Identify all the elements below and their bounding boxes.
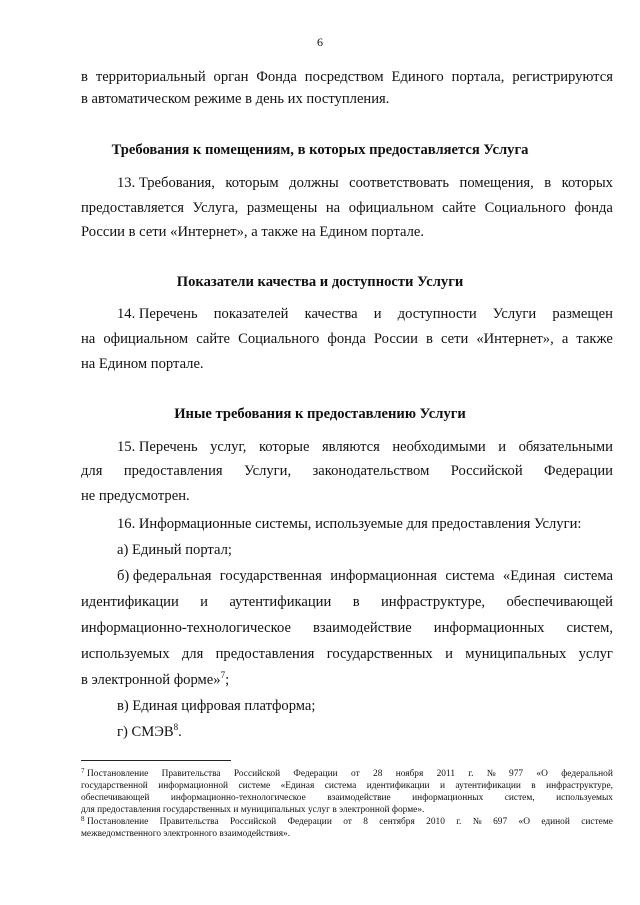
footnote-7-line-1-word: ноября — [395, 769, 424, 779]
footnote-8-line-1-word: г. — [456, 817, 462, 827]
p15-line-2 — [81, 462, 613, 480]
p13-line-1-word: 13. Требования, — [117, 175, 215, 191]
p15-line-2-word: Услуги, — [244, 463, 292, 479]
p13-line-2-word: фонда — [574, 200, 613, 216]
p16-item-b-line-2-word: в — [352, 594, 360, 610]
p16-item-b-line-3-word: взаимодействие — [312, 620, 412, 636]
p13-line-1-word: должны — [289, 175, 339, 191]
footnote-7-line-2-word: инфраструктуре, — [546, 781, 613, 791]
p16-item-b-text: в электронной форме» — [81, 672, 221, 688]
p13-line-3: России в сети «Интернет», а также на Едином портале. — [81, 224, 425, 240]
footnote-7-line-1-word: Российской — [233, 769, 281, 779]
footnote-7-line-2-word: система — [324, 781, 357, 791]
p14-line-1-word: показателей — [213, 306, 289, 322]
p16-item-b-line-4-word: и — [445, 646, 453, 662]
intro-line-1-word: в — [81, 69, 88, 85]
footnote-8-line-2: межведомственного электронного взаимодействия». — [81, 829, 291, 839]
intro-line-1-word: Единого — [391, 69, 444, 85]
p13-line-1 — [117, 174, 613, 192]
footnote-7-line-1-word: 28 — [373, 769, 383, 779]
p15-line-1-word: необходимыми — [392, 439, 486, 455]
p14-line-2-word: а — [561, 331, 569, 347]
intro-line-1-word: посредством — [304, 69, 384, 85]
footnote-7-line-2-word: аутентификации — [455, 781, 521, 791]
p15-line-1-word: обязательными — [518, 439, 613, 455]
p13-line-2-word: предоставляется — [81, 200, 184, 216]
p16-item-b-end: ; — [225, 672, 230, 688]
intro-line-1-word: территориальный — [95, 69, 206, 85]
p13-line-2-word: Социального — [484, 200, 566, 216]
p16-item-b-line-3-word: систем, — [566, 620, 613, 636]
footnote-separator — [81, 760, 231, 761]
section-heading-other: Иные требования к предоставлению Услуги — [174, 406, 466, 422]
p14-line-1-word: и — [373, 306, 382, 322]
p13-line-1-word: помещения, — [459, 175, 534, 191]
p15-line-2-word: законодательством — [312, 463, 430, 479]
page-number: 6 — [317, 35, 323, 49]
footnote-8-line-1-word: № — [472, 817, 482, 827]
p15-line-2-word: для — [81, 463, 103, 479]
footnote-8-line-1 — [81, 815, 613, 828]
p13-line-1-word: которых — [561, 175, 613, 191]
p14-line-3: на Едином портале. — [81, 356, 204, 372]
p16-item-b-line-4-word: для — [181, 646, 204, 662]
footnote-7-line-2-word: информационной — [158, 781, 229, 791]
footnote-7-line-1-word: от — [351, 769, 360, 779]
p16-item-b-line-4 — [81, 645, 613, 663]
footnote-8-mark: 8 — [81, 815, 85, 823]
footnote-7-line-1 — [81, 767, 613, 780]
footnote-7-line-1-word: 977 — [509, 769, 524, 779]
footnote-7-line-2 — [81, 781, 613, 792]
p16-item-b-line-4-word: используемых — [81, 646, 170, 662]
p16-item-b-line-4-word: муниципальных — [465, 646, 567, 662]
p13-line-2-word: сайте — [442, 200, 476, 216]
footnote-8-line-1-word: единой — [541, 817, 570, 827]
p16-item-b-line-1-word: б) федеральная — [117, 568, 212, 584]
p16-item-b-line-3-word: информационных — [433, 620, 545, 636]
p14-line-2-word: в — [425, 331, 433, 347]
p14-line-2-word: России — [373, 331, 418, 347]
footnote-ref-8: 8 — [173, 722, 179, 733]
footnote-7-line-2-word: в — [531, 781, 536, 791]
p13-line-2-word: размещены — [246, 200, 318, 216]
footnote-7-line-2-word: государственной — [81, 781, 148, 791]
p14-line-2-word: официальном — [103, 331, 189, 347]
p15-line-3: не предусмотрен. — [81, 488, 190, 504]
p16-item-b-line-2 — [81, 593, 613, 611]
p16-item-b-line-4-word: государственных — [326, 646, 433, 662]
p13-line-2-word: Услуга, — [192, 200, 239, 216]
footnote-7-line-1-word: «О — [536, 769, 548, 779]
p16-item-b-line-5 — [81, 671, 613, 689]
footnote-8-line-1-word: Постановление — [87, 817, 149, 827]
p16-item-b-line-4-word: услуг — [578, 646, 613, 662]
p14-line-1 — [117, 305, 613, 323]
p16-item-b-line-2-word: инфраструктуре, — [380, 594, 486, 610]
p14-line-2-word: Социального — [238, 331, 320, 347]
p14-line-1-word: размещен — [552, 306, 613, 322]
footnote-8-line-1-word: «О — [518, 817, 530, 827]
footnote-8-line-1-word: системе — [581, 817, 613, 827]
p15-line-1-word: которые — [258, 439, 310, 455]
intro-line-2: в автоматическом режиме в день их поступления. — [81, 91, 390, 107]
footnote-7-line-1-word: № — [486, 769, 496, 779]
footnote-8-line-1-word: Российской — [230, 817, 277, 827]
footnote-7-line-3-word: систем, — [504, 793, 535, 803]
p14-line-1-word: доступности — [397, 306, 477, 322]
footnote-7-line-3-word: используемых — [556, 793, 613, 803]
intro-line-1-word: орган — [213, 69, 249, 85]
p16-item-b-line-1 — [117, 567, 613, 585]
p16-item-b-line-2-word: и — [200, 594, 208, 610]
p14-line-1-word: 14. Перечень — [117, 306, 198, 322]
p15-line-1-word: 15. Перечень — [117, 439, 198, 455]
p14-line-2-word: фонда — [327, 331, 366, 347]
p14-line-2-word: «Интернет», — [476, 331, 554, 347]
p16-item-g-text: г) СМЭВ — [117, 724, 174, 740]
footnote-7-line-3-word: обеспечивающей — [81, 793, 150, 803]
p16-item-b-line-1-word: информационная — [330, 568, 437, 584]
p16-item-b-line-1-word: система — [563, 568, 613, 584]
footnote-7-line-2-word: «Единая — [280, 781, 315, 791]
p13-line-1-word: соответствовать — [349, 175, 450, 191]
p13-line-2 — [81, 199, 613, 217]
section-heading-quality: Показатели качества и доступности Услуги — [176, 274, 464, 290]
p15-line-2-word: Федерации — [544, 463, 613, 479]
p16-item-b-line-4-word: предоставления — [215, 646, 315, 662]
p14-line-1-word: Услуги — [492, 306, 537, 322]
footnote-7-line-1-word: Правительства — [161, 769, 221, 779]
p16-intro: 16. Информационные системы, используемые для предоставления Услуги: — [117, 516, 582, 532]
footnote-7-line-1-word: Постановление — [87, 769, 149, 779]
p14-line-1-word: качества — [304, 306, 358, 322]
p14-line-2-word: также — [576, 331, 613, 347]
section-heading-premises: Требования к помещениям, в которых предоставляется Услуга — [111, 142, 529, 158]
p16-item-g — [117, 723, 613, 741]
footnote-7-line-2-word: идентификации — [366, 781, 430, 791]
p14-line-2-word: сайте — [196, 331, 231, 347]
footnote-7-line-2-word: и — [439, 781, 445, 791]
p15-line-2-word: предоставления — [123, 463, 223, 479]
footnote-7-mark: 7 — [81, 767, 85, 775]
footnote-7-line-2-word: системе — [238, 781, 271, 791]
p14-line-2 — [81, 330, 613, 348]
p15-line-1-word: являются — [321, 439, 380, 455]
intro-line-1 — [81, 68, 613, 86]
footnote-7-line-3-word: информационных — [412, 793, 484, 803]
footnote-8-line-1-word: от — [343, 817, 352, 827]
p13-line-1-word: которым — [225, 175, 279, 191]
footnote-7-line-3-word: информационно-технологическое — [170, 793, 306, 803]
p16-item-b-line-1-word: система — [445, 568, 495, 584]
p14-line-2-word: сети — [440, 331, 469, 347]
p16-item-b-line-3 — [81, 619, 613, 637]
p16-item-b-line-1-word: государственная — [219, 568, 322, 584]
footnote-7-line-3-word: взаимодействие — [327, 793, 391, 803]
footnote-8-line-1-word: 697 — [493, 817, 508, 827]
footnote-7-line-1-word: г. — [468, 769, 474, 779]
p15-line-2-word: Российской — [450, 463, 523, 479]
p16-item-a: а) Единый портал; — [117, 542, 232, 558]
intro-line-1-word: портала, — [451, 69, 505, 85]
p15-line-1-word: и — [498, 439, 507, 455]
footnote-7-line-1-word: федеральной — [561, 769, 613, 779]
footnote-8-line-1-word: 8 — [363, 817, 368, 827]
p16-item-b-line-2-word: обеспечивающей — [506, 594, 613, 610]
intro-line-1-word: Фонда — [256, 69, 297, 85]
p15-line-1-word: услуг, — [210, 439, 247, 455]
p16-item-v: в) Единая цифровая платформа; — [117, 698, 316, 714]
footnote-8-line-1-word: Федерации — [287, 817, 332, 827]
p16-item-g-end: . — [178, 724, 182, 740]
footnote-ref-7: 7 — [220, 670, 226, 681]
p14-line-2-word: на — [81, 331, 96, 347]
footnote-7-line-4: для предоставления государственных и муниципальных услуг в электронной форме». — [81, 805, 425, 815]
footnote-7-line-3 — [81, 793, 613, 804]
footnote-8-line-1-word: 2010 — [426, 817, 445, 827]
p16-item-b-line-2-word: идентификации — [81, 594, 179, 610]
p13-line-1-word: в — [544, 175, 552, 191]
intro-line-1-word: регистрируются — [512, 69, 613, 85]
p15-line-1 — [117, 438, 613, 456]
footnote-7-line-1-word: 2011 — [436, 769, 456, 779]
footnote-8-line-1-word: сентября — [379, 817, 415, 827]
p16-item-b-line-3-word: информационно-технологическое — [81, 620, 291, 636]
p16-item-b-line-2-word: аутентификации — [229, 594, 332, 610]
footnote-7-line-1-word: Федерации — [293, 769, 338, 779]
p13-line-2-word: на — [325, 200, 341, 216]
p16-item-b-line-1-word: «Единая — [502, 568, 556, 584]
footnote-8-line-1-word: Правительства — [159, 817, 219, 827]
p13-line-2-word: официальном — [348, 200, 434, 216]
